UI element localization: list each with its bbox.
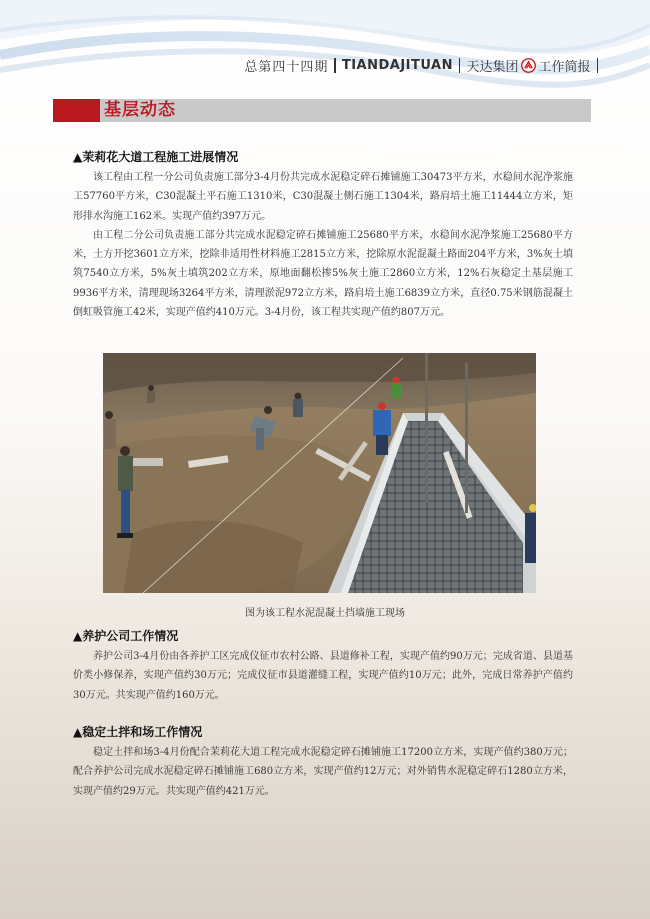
article-heading: ▲茉莉花大道工程施工进展情况 <box>73 150 239 164</box>
article-maintenance-company <box>73 627 573 705</box>
header-divider <box>597 58 599 73</box>
article-paragraph: 养护公司3-4月份由各养护工区完成仪征市农村公路、县道修补工程，实现产值约90万元；完成省道、县道基价类小修保养，实现产值约30万元；完成仪征市县道灌缝工程，实现产值约10万元；此外，完成日常养护产值约30万元。共实现产值约160万元。 <box>73 651 573 701</box>
header-wave-decoration <box>0 0 650 100</box>
company-logo-icon <box>521 58 536 73</box>
section-accent-block <box>53 99 100 122</box>
brand-chinese: 天达集团 <box>466 60 519 75</box>
article-paragraph: 稳定土拌和场3-4月份配合茉莉花大道工程完成水泥稳定碎石摊铺施工17200立方米，实现产值约380万元；配合养护公司完成水泥稳定碎石摊铺施工680立方米，实现产值约12万元；对外销售水泥稳定碎石1280立方米，实现产值约29万元。共实现产值约421万元。 <box>73 747 573 797</box>
header-divider <box>459 58 461 73</box>
article-jasmine-avenue <box>73 148 573 322</box>
article-paragraph: 由工程二分公司负责施工部分共完成水泥稳定碎石摊铺施工25680平方米，水稳间水泥净浆施工25680平方米，土方开挖3601立方米，挖除非适用性材料施工2815立方米，挖除原水泥混凝土路面204平方米，3%灰土填筑7540立方米，5%灰土填筑202立方米，原地面翻松掺5%灰土施工2860立方米，12%石灰稳定土基层施工9936平方米，清理现场3264平方米，清理淤泥972立方米，路肩培土施工6839立方米，直径0.75米钢筋混凝土倒虹吸管施工42米，实现产值约410万元。3-4月份，该工程共实现产值约807万元。 <box>73 229 573 319</box>
article-heading: ▲稳定土拌和场工作情况 <box>73 725 203 739</box>
publication-name: 工作简报 <box>538 60 591 75</box>
photo-caption: 图为该工程水泥混凝土挡墙施工现场 <box>245 608 405 619</box>
brand-english: TIANDAJITUAN <box>341 58 453 73</box>
issue-number: 总第四十四期 <box>244 60 329 75</box>
article-paragraph: 该工程由工程一分公司负责施工部分3-4月份共完成水泥稳定碎石摊铺施工30473平方米，水稳间水泥净浆施工57760平方米，C30混凝土平石施工1310米，C30混凝土侧石施工1304米，路肩培土施工11444立方米，矩形排水沟施工162米。实现产值约397万元。 <box>73 172 573 222</box>
construction-site-photo <box>103 353 536 593</box>
header-divider <box>334 58 336 73</box>
section-title-bar <box>53 99 591 122</box>
article-heading: ▲养护公司工作情况 <box>73 629 179 643</box>
section-title: 基层动态 <box>104 100 176 120</box>
article-mixing-plant <box>73 723 573 801</box>
page-header <box>244 56 604 75</box>
